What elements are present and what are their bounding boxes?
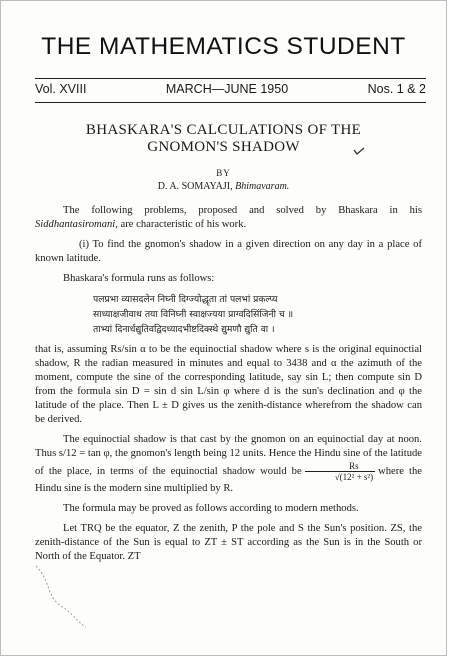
explanation-paragraph: that is, assuming Rs/sin α to be the equinoctial shadow where s is the original equinoctial shadow, R the radian measured in minutes and equal to 3438 and α the azimuth of the moment, compute the sine of the corresponding latitude, say sin L; then compute sin D from the formula sin D = sin d sin L/sin φ where d is the sun's declination and φ the latitude of the place. Then L ± D gives us the zenith-distance wherefrom the shadow can be derived. bbox=[35, 344, 422, 425]
header-rule-bottom bbox=[35, 102, 426, 103]
article-title-line1: BHASKARA'S CALCULATIONS OF THE bbox=[85, 122, 362, 138]
formula-intro: Bhaskara's formula runs as follows: bbox=[63, 273, 215, 284]
sine-fraction bbox=[305, 461, 375, 482]
fraction-numerator: Rs bbox=[305, 461, 375, 472]
pencil-mark bbox=[353, 147, 365, 155]
equinoctial-paragraph bbox=[35, 433, 422, 496]
equinoctial-text-b: where the Hindu sine is the modern sine multiplied by R. bbox=[35, 465, 422, 494]
intro-text-b: , are characteristic of his work. bbox=[115, 219, 247, 230]
author-line bbox=[1, 181, 446, 192]
book-title: Siddhantasiromani bbox=[35, 219, 116, 230]
issue-date: MARCH—JUNE 1950 bbox=[165, 82, 289, 96]
proof-body: Let TRQ be the equator, Z the zenith, P the pole and S the Sun's position. ZS, the zenith-distance of the Sun is equal to ZT ± ST according as the Sun is in the South or North of the Equator. ZT bbox=[35, 523, 422, 562]
sanskrit-line-3: ताभ्यां दिनार्धद्युतिवद्विदध्यादभीष्टदिक्स्थे द्युमणौ द्युति वा । bbox=[93, 324, 275, 335]
header-rule-top bbox=[35, 78, 426, 79]
fraction-denominator: √(12² + s²) bbox=[334, 472, 374, 482]
volume-label: Vol. XVIII bbox=[35, 82, 87, 96]
sanskrit-verse bbox=[93, 292, 422, 337]
problem-one: (i) To find the gnomon's shadow in a given direction on any day in a place of known latitude. bbox=[35, 239, 422, 264]
article-title bbox=[1, 122, 446, 156]
byline-by: BY bbox=[216, 168, 231, 178]
proof-intro: The formula may be proved as follows according to modern methods. bbox=[63, 503, 359, 514]
article-body bbox=[35, 204, 422, 570]
sanskrit-line-1: पलप्रभा व्यासदलेन निघ्नी दिग्ज्योद्धृता तां पलभां प्रकल्प्य bbox=[93, 294, 278, 305]
author-name: D. A. SOMAYAJI, bbox=[157, 181, 233, 192]
pencil-scribble bbox=[31, 561, 91, 631]
intro-paragraph bbox=[35, 204, 422, 232]
author-place: Bhimavaram. bbox=[235, 181, 290, 192]
equinoctial-text-a: The equinoctial shadow is that cast by the gnomon on an equinoctial day at noon. Thus s/12 = tan φ, the gnomon's length being 12 units. Hence the Hindu sine of the latitude of the place, in terms of the equinoctial shadow would be bbox=[35, 434, 422, 477]
article-title-line2: GNOMON'S SHADOW bbox=[147, 139, 300, 155]
sanskrit-line-2: साध्याक्षजीवाथ तया विनिघ्नी स्वाक्षज्यया प्राग्वदिसिंजिनी च ॥ bbox=[93, 309, 294, 320]
intro-text-a: The following problems, proposed and solved by Bhaskara in his bbox=[63, 205, 422, 216]
issue-numbers: Nos. 1 & 2 bbox=[367, 82, 426, 96]
journal-title: THE MATHEMATICS STUDENT bbox=[41, 33, 406, 60]
issue-line bbox=[35, 82, 426, 96]
